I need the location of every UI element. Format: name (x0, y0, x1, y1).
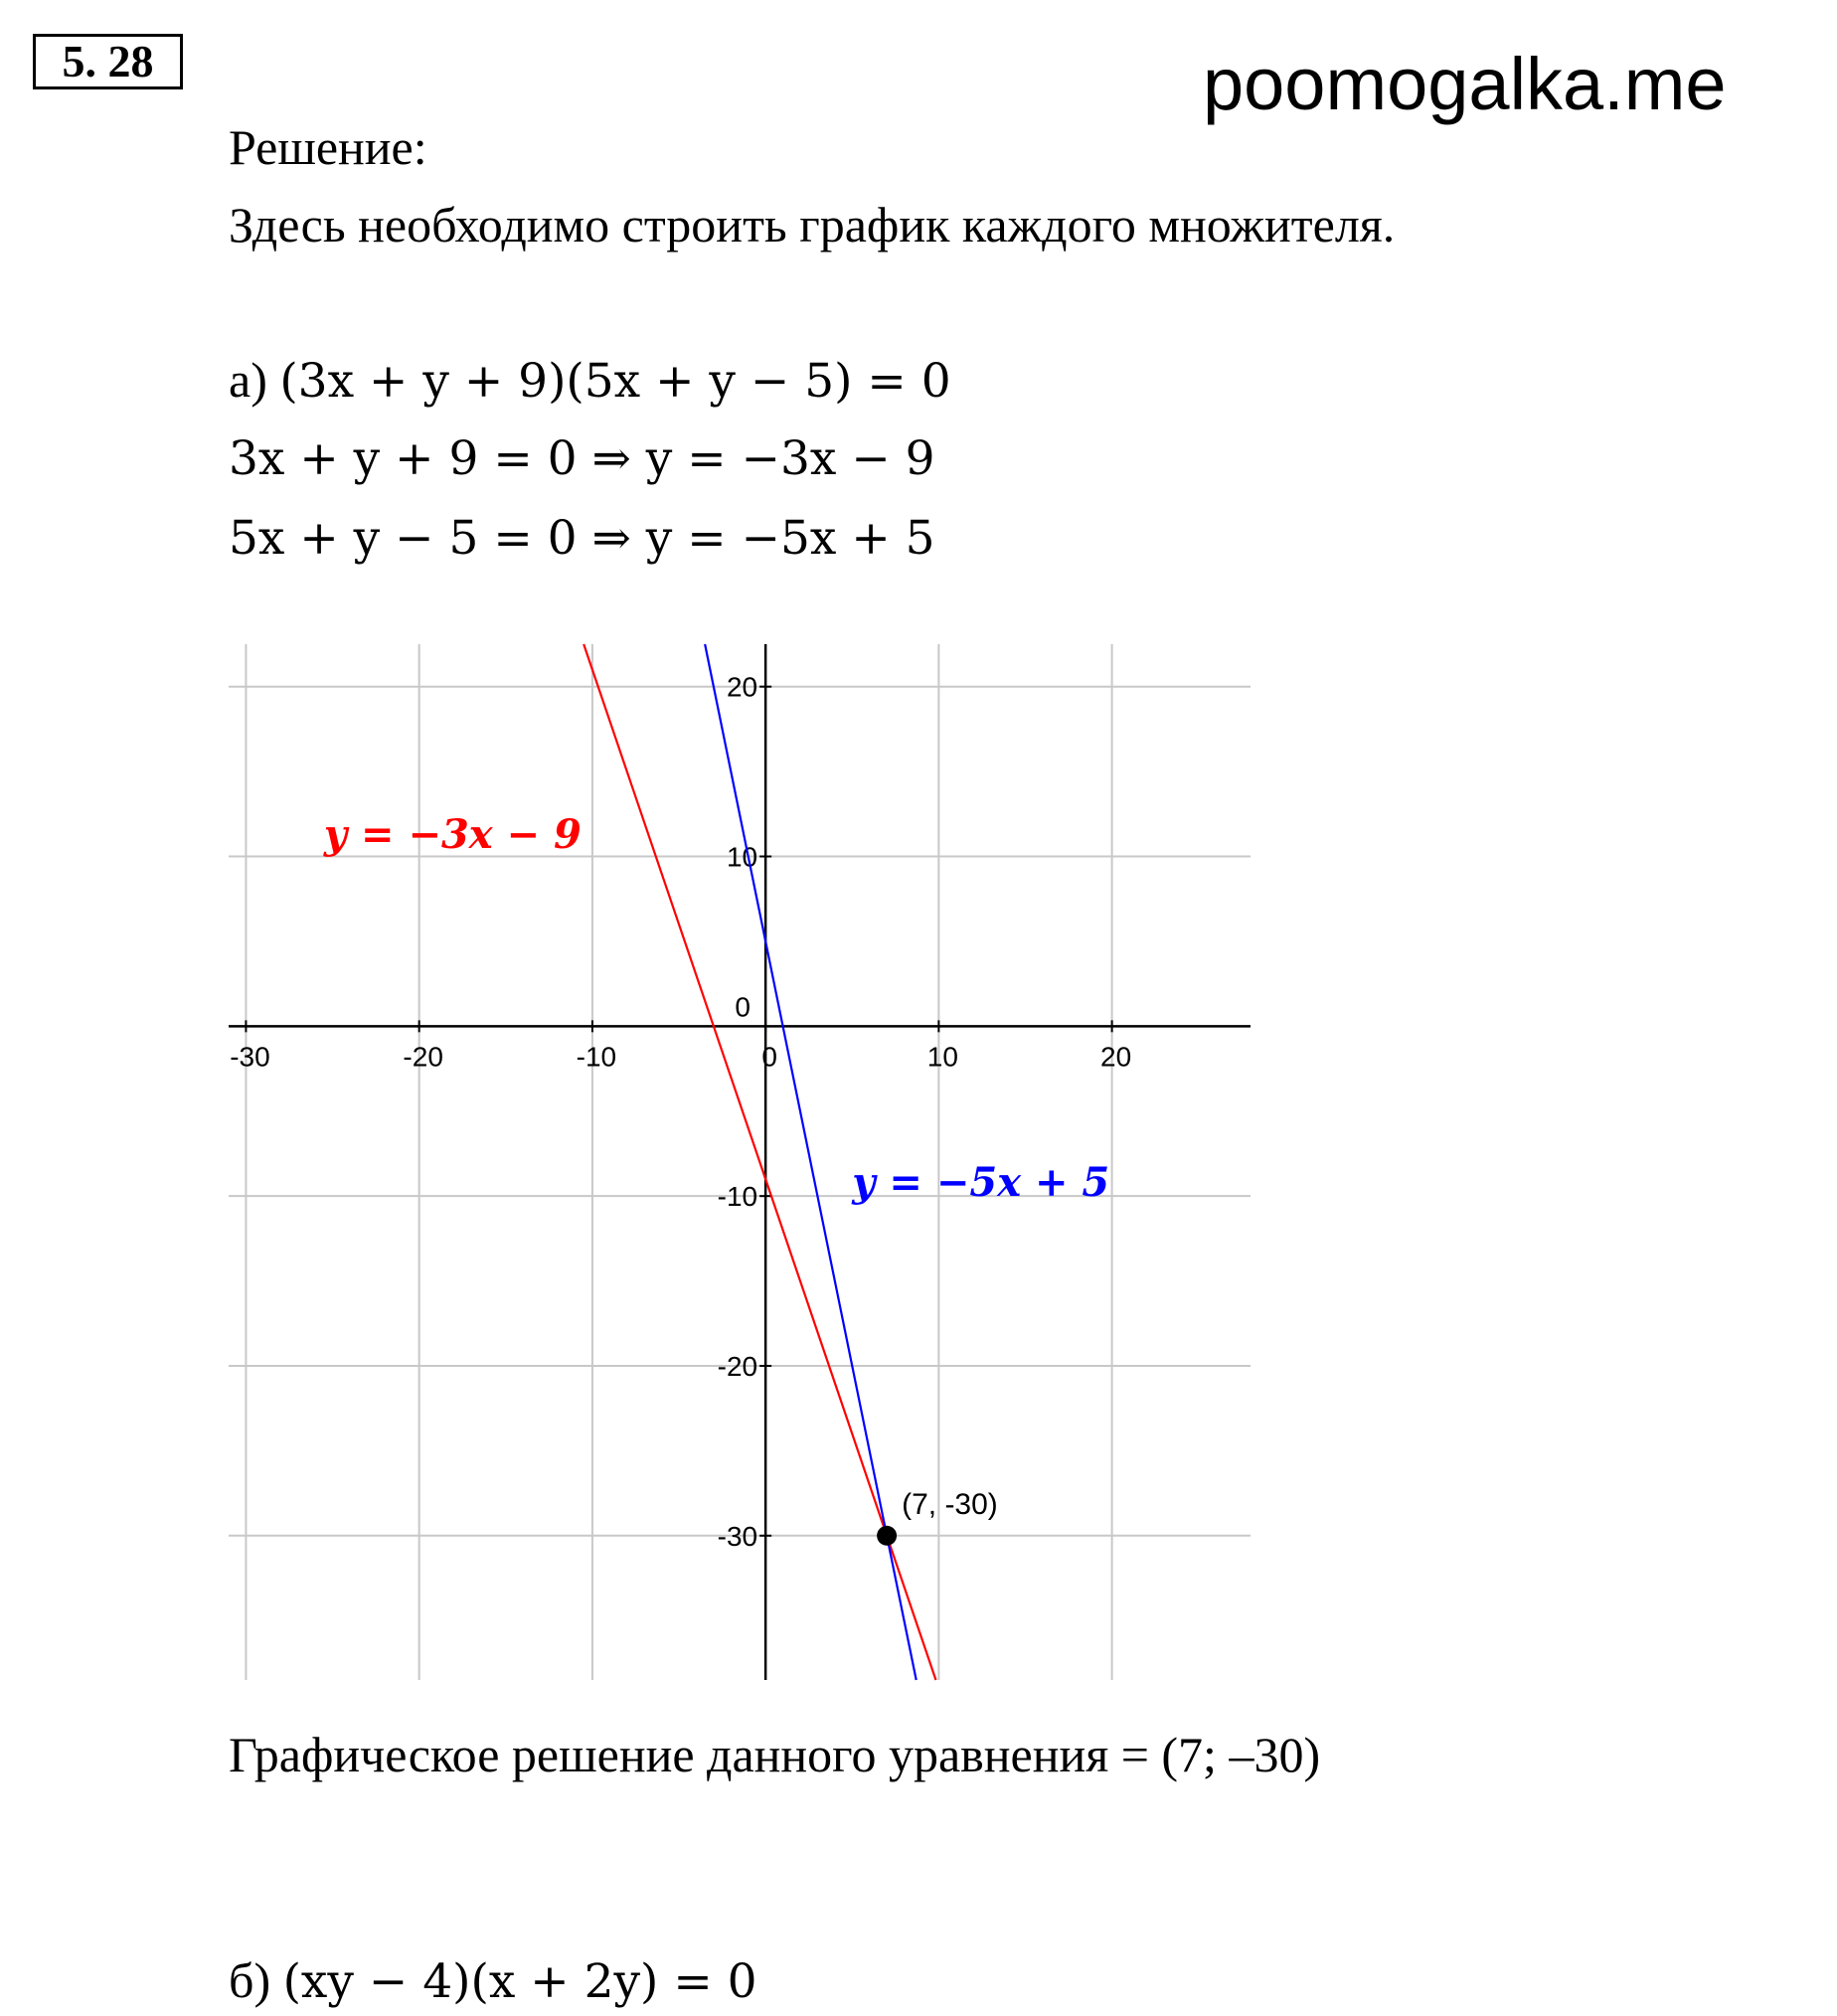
y-tick-label: 20 (726, 671, 758, 703)
solution-label: Решение: (229, 119, 427, 175)
intersection-point (877, 1526, 897, 1546)
y-tick-label: 10 (726, 841, 758, 873)
x-tick-label: -10 (576, 1041, 617, 1073)
answer-text: Графическое решение данного уравнения = (7; –30) (229, 1727, 1321, 1782)
part-b-equation: (xy − 4)(x + 2y) = 0 (282, 1954, 757, 2009)
problem-number: 5. 28 (33, 34, 183, 89)
y-tick-label: -30 (717, 1520, 758, 1552)
site-watermark: poomogalka.me (1203, 43, 1727, 125)
x-tick-label: 0 (761, 1041, 777, 1073)
y-tick-label: -20 (717, 1350, 758, 1382)
intro-text: Здесь необходимо строить график каждого множителя. (229, 197, 1396, 252)
part-b-line (229, 1950, 757, 2012)
x-tick-label: 20 (1100, 1041, 1132, 1073)
chart-series-labels (323, 811, 1109, 1206)
x-tick-label: -20 (403, 1041, 443, 1073)
part-b-prefix: б) (229, 1952, 283, 2008)
point-label: (7, -30) (902, 1487, 998, 1521)
equation-1: 3x + y + 9 = 0 ⇒ y = −3x − 9 (229, 431, 935, 486)
series-label: y = −3x − 9 (323, 810, 582, 858)
y-tick-label: -10 (717, 1181, 758, 1213)
x-tick-label: -30 (230, 1041, 270, 1073)
part-a-equation: (3x + y + 9)(5x + y − 5) = 0 (279, 354, 951, 409)
chart-points (877, 1488, 998, 1546)
chart-ticks (230, 672, 1131, 1552)
part-a-prefix: а) (229, 352, 280, 408)
equation-2: 5x + y − 5 = 0 ⇒ y = −5x + 5 (229, 511, 935, 566)
y-tick-label: 0 (735, 991, 751, 1023)
x-tick-label: 10 (926, 1041, 958, 1073)
series-label: y = −5x + 5 (852, 1159, 1110, 1207)
